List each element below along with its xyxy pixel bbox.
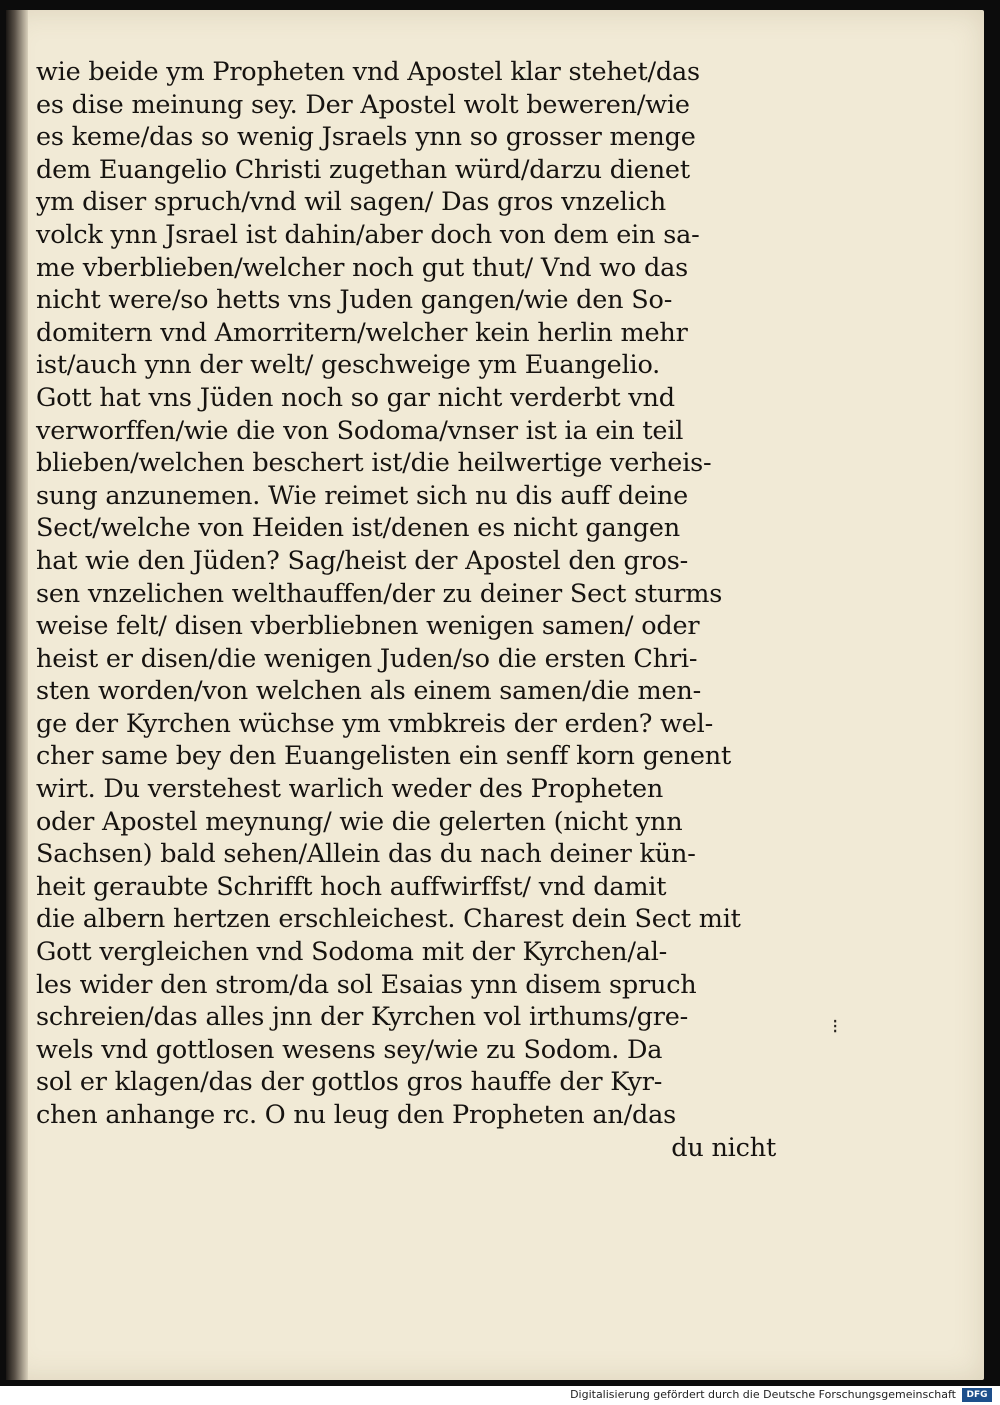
text-line: ist/auch ynn der welt/ geschweige ym Euangelio. xyxy=(36,350,661,381)
text-line: blieben/welchen beschert ist/die heilwertige verheis- xyxy=(36,448,712,479)
text-line: sol er klagen/das der gottlos gros hauffe der Kyr- xyxy=(36,1067,663,1098)
text-line: wie beide ym Propheten vnd Apostel klar stehet/das xyxy=(36,57,700,87)
text-line: wirt. Du verstehest warlich weder des Propheten xyxy=(36,774,664,805)
text-line: oder Apostel meynung/ wie die gelerten (nicht ynn xyxy=(36,806,683,837)
text-line: Gott vergleichen vnd Sodoma mit der Kyrchen/al- xyxy=(36,937,668,968)
text-line: es keme/das so wenig Jsraels ynn so grosser menge xyxy=(36,122,696,153)
book-spine xyxy=(6,10,28,1380)
text-line: Sect/welche von Heiden ist/denen es nicht gangen xyxy=(36,513,681,544)
text-line: Gott hat vns Jüden noch so gar nicht verderbt vnd xyxy=(36,382,675,413)
dfg-logo[interactable]: DFG xyxy=(962,1388,992,1402)
text-line: chen anhange rc. O nu leug den Propheten an/das xyxy=(36,1100,677,1130)
text-line: es dise meinung sey. Der Apostel wolt beweren/wie xyxy=(36,89,690,120)
text-line: heist er disen/die wenigen Juden/so die ersten Chri- xyxy=(36,643,698,674)
text-line: nicht were/so hetts vns Juden gangen/wie den So- xyxy=(36,285,673,316)
page-text xyxy=(36,56,776,1164)
text-line: verworffen/wie die von Sodoma/vnser ist ia ein teil xyxy=(36,415,684,446)
text-line: sen vnzelichen welthauffen/der zu deiner Sect sturms xyxy=(36,578,723,609)
text-line: me vberblieben/welcher noch gut thut/ Vnd wo das xyxy=(36,252,688,283)
text-line: heit geraubte Schrifft hoch auffwirffst/ vnd damit xyxy=(36,871,667,902)
text-line: ge der Kyrchen wüchse ym vmbkreis der erden? wel- xyxy=(36,708,713,739)
text-line: sten worden/von welchen als einem samen/die men- xyxy=(36,676,701,707)
text-line: sung anzunemen. Wie reimet sich nu dis auff deine xyxy=(36,480,689,511)
text-line: Sachsen) bald sehen/Allein das du nach deiner kün- xyxy=(36,839,696,870)
text-line: les wider den strom/da sol Esaias ynn disem spruch xyxy=(36,969,697,1000)
text-line: cher same bey den Euangelisten ein senff korn genent xyxy=(36,741,732,772)
text-line: volck ynn Jsrael ist dahin/aber doch von dem ein sa- xyxy=(36,219,700,250)
footer-bar xyxy=(0,1386,1000,1405)
text-line: schreien/das alles jnn der Kyrchen vol irthums/gre- xyxy=(36,1002,689,1033)
text-line: domitern vnd Amorritern/welcher kein herlin mehr xyxy=(36,317,688,348)
text-line: die albern hertzen erschleichest. Charest dein Sect mit xyxy=(36,904,741,935)
text-line: hat wie den Jüden? Sag/heist der Apostel den gros- xyxy=(36,545,689,576)
text-line: weise felt/ disen vberbliebnen wenigen samen/ oder xyxy=(36,611,700,642)
funding-notice: Digitalisierung gefördert durch die Deutsche Forschungsgemeinschaft xyxy=(570,1388,956,1401)
catchword: du nicht xyxy=(671,1132,776,1163)
text-line: wels vnd gottlosen wesens sey/wie zu Sodom. Da xyxy=(36,1034,663,1065)
text-line: dem Euangelio Christi zugethan würd/darzu dienet xyxy=(36,154,690,185)
text-line: ym diser spruch/vnd wil sagen/ Das gros vnzelich xyxy=(36,187,666,218)
margin-mark-icon: ⁝ xyxy=(832,1014,839,1038)
